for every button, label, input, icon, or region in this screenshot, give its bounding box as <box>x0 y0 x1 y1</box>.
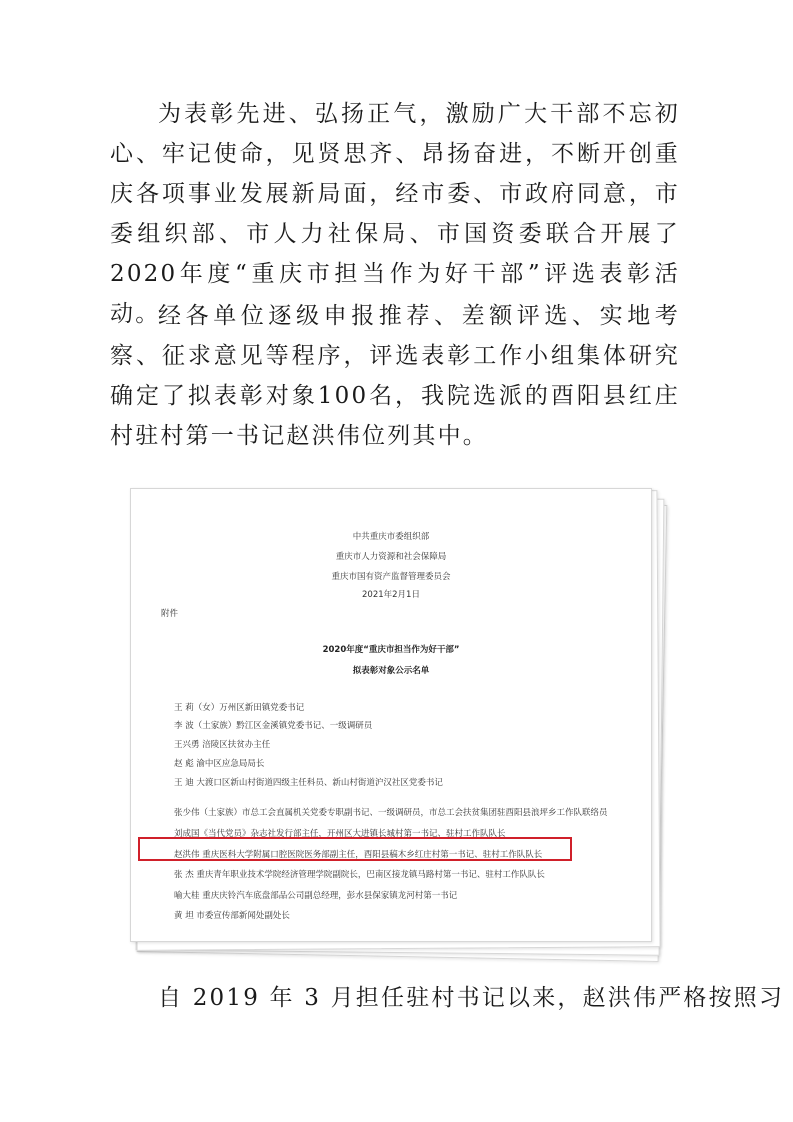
list-item: 李 波（土家族）黔江区金溪镇党委书记、一级调研员 <box>174 721 373 731</box>
list-item-highlighted: 赵洪伟 重庆医科大学附属口腔医院医务部副主任，酉阳县稿木乡红庄村第一书记、驻村工作队队长 <box>174 850 543 860</box>
issuer-1: 中共重庆市委组织部 <box>352 532 430 542</box>
attachment-label: 附件 <box>161 609 179 619</box>
paragraph-2: 经各单位逐级申报推荐、差额评选、实地考察、征求意见等程序，评选表彰工作小组集体研究确定了拟表彰对象100名，我院选派的酉阳县红庄村驻村第一书记赵洪伟位列其中。 <box>110 303 680 449</box>
list-item: 王 莉（女）万州区新田镇党委书记 <box>174 703 305 713</box>
list-item: 黄 坦 市委宣传部新闻处副处长 <box>174 911 290 921</box>
paper-sheet-front <box>130 488 652 942</box>
highlight-box <box>138 837 572 861</box>
list-item: 张少伟（土家族）市总工会直属机关党委专职副书记、一级调研员，市总工会扶贫集团驻酉阳县浪坪乡工作队联络员 <box>174 808 608 818</box>
paragraph-1: 为表彰先进、弘扬正气，激励广大干部不忘初心、牢记使命，见贤思齐、昂扬奋进，不断开创重庆各项事业发展新局面，经市委、市政府同意，市委组织部、市人力社保局、市国资委联合开展了2020年度“重庆市担当作为好干部”评选表彰活动。 <box>110 101 680 327</box>
paragraph-3: 自 2019 年 3 月担任驻村书记以来，赵洪伟严格按照习 <box>158 985 785 1011</box>
list-item: 王兴勇 涪陵区扶贫办主任 <box>174 740 271 750</box>
notice-date: 2021年2月1日 <box>362 590 420 600</box>
list-item: 赵 彪 渝中区应急局局长 <box>174 759 265 769</box>
list-item: 王 迪 大渡口区新山村街道四级主任科员、新山村街道沪汉社区党委书记 <box>174 778 443 788</box>
list-item: 张 杰 重庆青年职业技术学院经济管理学院副院长，巴南区接龙镇马路村第一书记、驻村工作队队长 <box>174 870 545 880</box>
list-item: 刘成国《当代党员》杂志社发行部主任，开州区大进镇长城村第一书记、驻村工作队队长 <box>174 829 506 839</box>
issuer-3: 重庆市国有资产监督管理委员会 <box>331 572 451 582</box>
issuer-2: 重庆市人力资源和社会保障局 <box>335 552 447 562</box>
list-item: 喻大桂 重庆庆铃汽车底盘部品公司副总经理，彭水县保家镇龙河村第一书记 <box>174 891 458 901</box>
notice-subtitle: 拟表彰对象公示名单 <box>352 666 430 676</box>
notice-title: 2020年度“重庆市担当作为好干部” <box>322 645 460 655</box>
